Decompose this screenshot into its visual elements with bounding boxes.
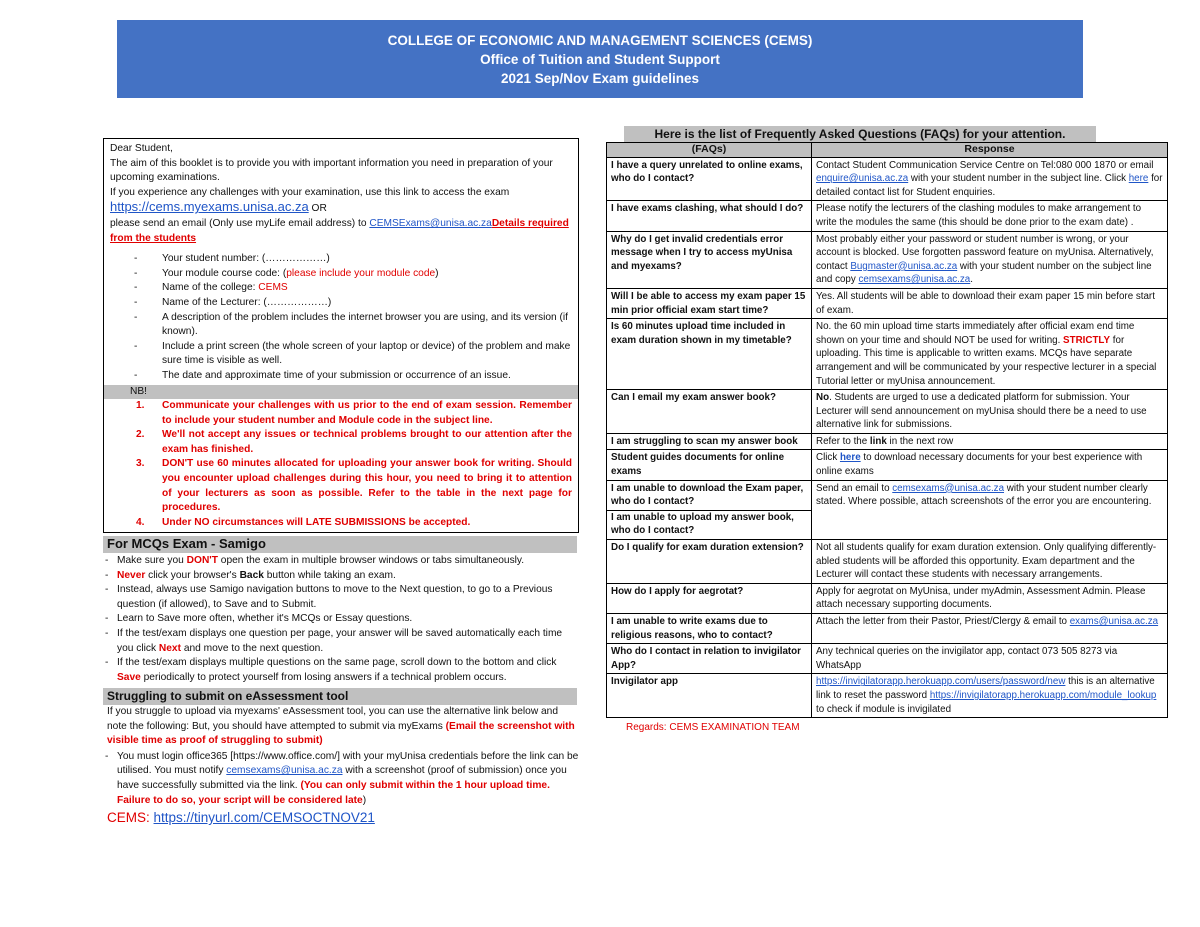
- mcq-section-title: For MCQs Exam - Samigo: [103, 536, 577, 553]
- table-row: I have exams clashing, what should I do? Please notify the lecturers of the clashing modules to make arrangement to write the modules the same (this should be done prior to the exam date) .: [607, 201, 1168, 231]
- list-item: 1. Communicate your challenges with us prior to the end of exam session. Remember to include your student number and Module code in the subject line.: [136, 400, 572, 426]
- exam-link-line: [110, 200, 572, 217]
- contact-list-link[interactable]: here: [1128, 173, 1149, 185]
- regards-signoff: Regards: CEMS EXAMINATION TEAM: [626, 722, 800, 734]
- list-item: 3. DON'T use 60 minutes allocated for uploading your answer book for writing. Should you encounter upload challenges during this hour, you need to bring it to attention of your lecturers as soon as possible. Refer to the table in the next page for procedures.: [136, 458, 572, 514]
- table-row: How do I apply for aegrotat? Apply for aegrotat on MyUnisa, under myAdmin, Assessment Admin. Please attach necessary supporting documents.: [607, 583, 1168, 613]
- list-item: 2. We'll not accept any issues or technical problems brought to our attention after the exam has finished.: [136, 429, 572, 455]
- student-letter: [103, 138, 579, 533]
- right-column: [606, 126, 1168, 735]
- list-item: - Instead, always use Samigo navigation buttons to move to the Next question, to go to a Previous question (if allowed), to Save and to Submit.: [103, 583, 579, 612]
- faq-title: Here is the list of Frequently Asked Questions (FAQs) for your attention.: [624, 126, 1096, 142]
- list-item: - A description of the problem includes the internet browser you are using, and its version (if known).: [134, 311, 572, 340]
- faq-table: [606, 142, 1168, 718]
- intro-text: The aim of this booklet is to provide you with important information you need in preparation of your upcoming examinations.: [110, 157, 553, 184]
- table-row: I am unable to write exams due to religious reasons, who to contact? Attach the letter from their Pastor, Priest/Clergy & email to exams@unisa.ac.za: [607, 614, 1168, 644]
- header-banner: [117, 20, 1083, 98]
- details-required: Details required from the students: [110, 217, 569, 244]
- cemsexams-email-link[interactable]: cemsexams@unisa.ac.za: [892, 482, 1005, 494]
- col-header-faqs: (FAQs): [607, 143, 812, 158]
- college-title: COLLEGE OF ECONOMIC AND MANAGEMENT SCIENCES (CEMS): [387, 33, 813, 48]
- table-row: Will I be able to access my exam paper 15 min prior official exam start time? Yes. All students will be able to download their exam paper 15 min before start of exam.: [607, 288, 1168, 318]
- cems-tinyurl-link[interactable]: https://tinyurl.com/CEMSOCTNOV21: [153, 810, 375, 826]
- list-item: - Never click your browser's Back button while taking an exam.: [103, 569, 579, 584]
- office-title: Office of Tuition and Student Support: [480, 52, 720, 67]
- module-lookup-link[interactable]: https://invigilatorapp.herokuapp.com/module_lookup: [929, 689, 1157, 701]
- cemsexams-email-link[interactable]: cemsexams@unisa.ac.za: [226, 765, 343, 777]
- upload-section-title: Struggling to submit on eAssessment tool: [103, 688, 577, 705]
- cems-exams-email-link[interactable]: CEMSExams@unisa.ac.za: [369, 217, 492, 229]
- table-row: I am unable to download the Exam paper, who do I contact? I am unable to upload my answer book, who do I contact? Send an email to cemsexams@unisa.ac.za with your student number clearly stated. Where possible, attach screenshots of the error you are encountering.: [607, 480, 1168, 539]
- reset-password-link[interactable]: https://invigilatorapp.herokuapp.com/users/password/new: [816, 676, 1066, 688]
- table-row: I am struggling to scan my answer book Refer to the link in the next row: [607, 433, 1168, 450]
- table-row: Why do I get invalid credentials error message when I try to access myUnisa and myexams? Most probably either your password or student number is wrong, or your account is blocked. Use forgotten password feature on myUnisa. Alternatively, contact Bugmaster@unisa.ac.za with your student number on the subject line and copy cemsexams@unisa.ac.za.: [607, 231, 1168, 288]
- student-guides-link[interactable]: here: [839, 452, 861, 464]
- or-text: OR: [311, 203, 327, 215]
- table-row: Student guides documents for online exams Click here to download necessary documents for your best experience with online exams: [607, 450, 1168, 480]
- email-pre-text: please send an email (Only use myLife email address) to: [110, 217, 367, 229]
- cems-label: CEMS:: [107, 810, 150, 826]
- exams-email-link[interactable]: exams@unisa.ac.za: [1069, 616, 1159, 627]
- list-item: 4. Under NO circumstances will LATE SUBMISSIONS be accepted.: [136, 516, 471, 528]
- table-row: Invigilator app https://invigilatorapp.herokuapp.com/users/password/new this is an alternative link to reset the password https://invigilatorapp.herokuapp.com/module_lookup to check if module is invigilated: [607, 674, 1168, 718]
- list-item: - The date and approximate time of your submission or occurrence of an issue.: [134, 369, 572, 384]
- enquire-email-link[interactable]: enquire@unisa.ac.za: [816, 173, 909, 185]
- table-row: I have a query unrelated to online exams, who do I contact? Contact Student Communication Service Centre on Tel:080 000 1870 or email enquire@unisa.ac.za with your student number in the subject line. Click here for detailed contact list for Student enquiries.: [607, 157, 1168, 201]
- upload-paragraph: If you struggle to upload via myexams' eAssessment tool, you can use the alternative link below and note the following: But, you should have attempted to submit via myExams (Email the screenshot with visible time as proof of struggling to submit): [107, 705, 575, 747]
- exam-link[interactable]: https://cems.myexams.unisa.ac.za: [110, 199, 309, 215]
- nb-list: [110, 399, 572, 530]
- left-column: [103, 138, 579, 826]
- greeting: Dear Student,: [110, 143, 173, 154]
- bugmaster-email-link[interactable]: Bugmaster@unisa.ac.za: [850, 260, 958, 272]
- table-row: Can I email my exam answer book? No. Students are urged to use a dedicated platform for submission. Your Lecturer will send announcement on myUnisa should there be a need to use alternative link for submissions.: [607, 390, 1168, 434]
- table-row: Is 60 minutes upload time included in exam duration shown in my timetable? No. the 60 min upload time starts immediately after official exam end time shown on your time and should NOT be used for writing. STRICTLY for uploading. This time is applicable to written exams. MCQs have separate arrangement and will be communicated by your respective lecturer in a special Tutorial letter or myUnisa announcement.: [607, 319, 1168, 390]
- challenge-text: If you experience any challenges with your examination, use this link to access the exam: [110, 186, 510, 198]
- table-header-row: [607, 143, 1168, 158]
- cems-link-line: [103, 811, 579, 826]
- list-item: - If the test/exam displays multiple questions on the same page, scroll down to the bottom and click Save periodically to protect yourself from losing answers if a technical problem occurs.: [103, 656, 579, 685]
- cemsexams-email-link[interactable]: cemsexams@unisa.ac.za: [858, 274, 971, 286]
- list-item: - Your module course code: (please include your module code): [134, 267, 572, 282]
- list-item: - Include a print screen (the whole screen of your laptop or device) of the problem and make sure time is visible as well.: [134, 340, 572, 369]
- module-hint: please include your module code: [286, 267, 436, 279]
- list-item: - You must login office365 [https://www.office.com/] with your myUnisa credentials before the link can be utilised. You must notify cemsexams@unisa.ac.za with a screenshot (proof of submission) once you have successfully submitted via the link. (You can only submit within the 1 hour upload time. Failure to do so, your script will be considered late): [103, 750, 579, 808]
- required-details-list: [110, 252, 572, 383]
- guidelines-title: 2021 Sep/Nov Exam guidelines: [500, 71, 700, 86]
- list-item: - Make sure you DON'T open the exam in multiple browser windows or tabs simultaneously.: [103, 554, 579, 569]
- mcq-list: [103, 554, 579, 685]
- college-value: CEMS: [258, 282, 288, 294]
- upload-list: [103, 750, 579, 808]
- nb-label: NB!: [104, 385, 578, 400]
- email-line: [110, 217, 572, 246]
- col-header-response: Response: [812, 143, 1168, 158]
- list-item: - Your student number: (………………): [134, 252, 572, 267]
- list-item: - If the test/exam displays one question per page, your answer will be saved automatically each time you click Next and move to the next question.: [103, 627, 579, 656]
- list-item: - Name of the college: CEMS: [134, 281, 572, 296]
- list-item: - Name of the Lecturer: (………………): [134, 296, 572, 311]
- table-row: Who do I contact in relation to invigilator App? Any technical queries on the invigilator app, contact 073 505 8273 via WhatsApp: [607, 644, 1168, 674]
- list-item: - Learn to Save more often, whether it's MCQs or Essay questions.: [103, 612, 579, 627]
- table-row: Do I qualify for exam duration extension? Not all students qualify for exam duration extension. Only qualifying differently-abled students will be afforded this opportunity. Exam department and the Lecturer will contact these students with necessary arrangements.: [607, 540, 1168, 584]
